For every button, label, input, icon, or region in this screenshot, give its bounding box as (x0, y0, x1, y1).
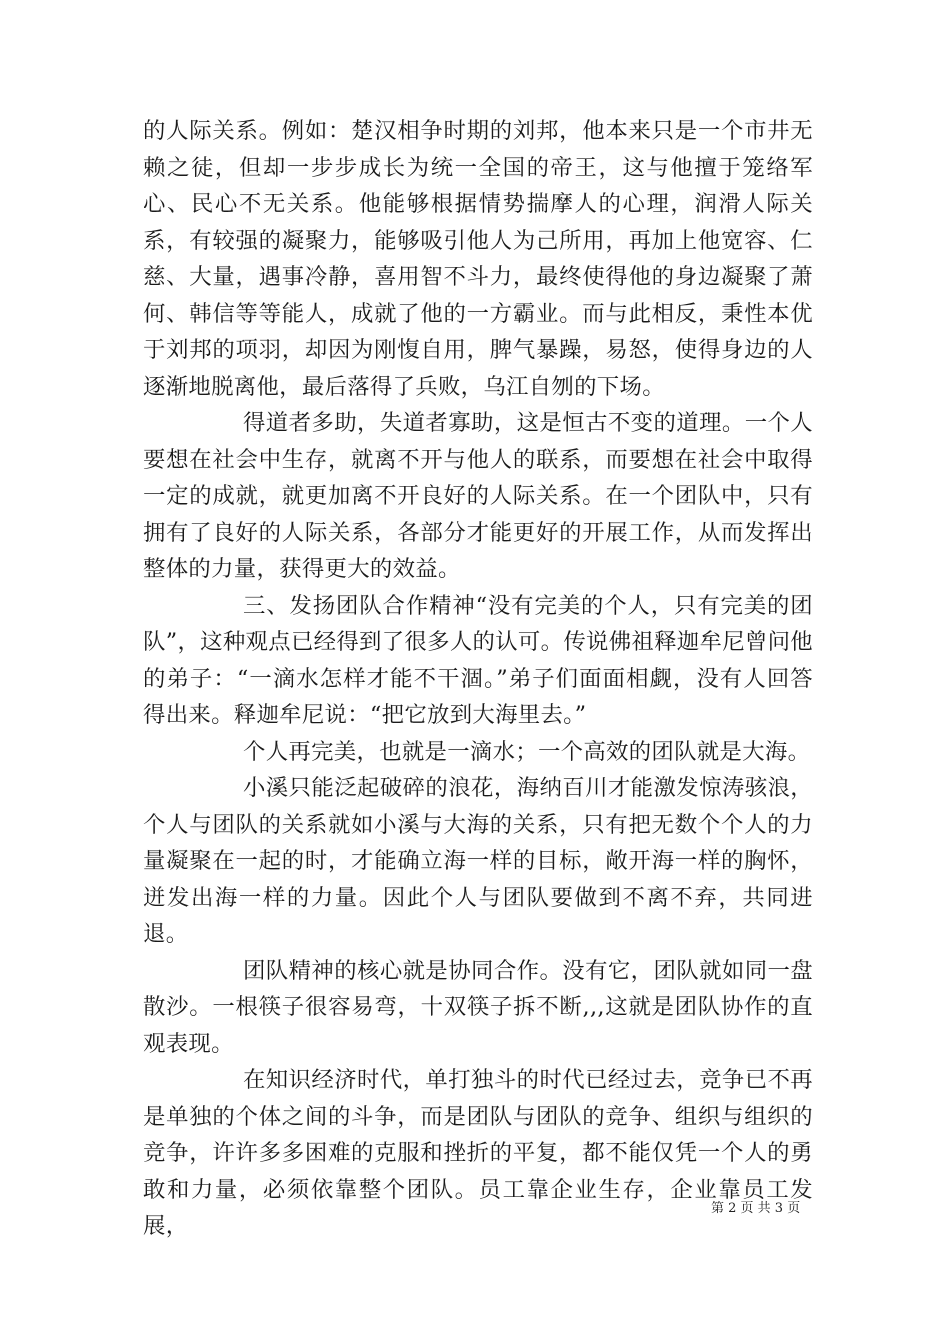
paragraph-6: 团队精神的核心就是协同合作。没有它，团队就如同一盘散沙。一根筷子很容易弯，十双筷子拆不断,,,这就是团队协作的直观表现。 (143, 957, 813, 1057)
page-number-footer: 第 2 页 共 3 页 (711, 1201, 801, 1216)
paragraph-3: 三、发扬团队合作精神“没有完美的个人，只有完美的团队”，这种观点已经得到了很多人的认可。传说佛祖释迦牟尼曾问他的弟子：“一滴水怎样才能不干涸。”弟子们面面相觑，没有人回答得出来。释迦牟尼说：“把它放到大海里去。” (143, 592, 813, 728)
paragraph-7: 在知识经济时代，单打独斗的时代已经过去，竞争已不再是单独的个体之间的斗争，而是团队与团队的竞争、组织与组织的竞争，许许多多困难的克服和挫折的平复，都不能仅凭一个人的勇敢和力量，必须依靠整个团队。员工靠企业生存，企业靠员工发展， (143, 1067, 813, 1239)
paragraph-2: 得道者多助，失道者寡助，这是恒古不变的道理。一个人要想在社会中生存，就离不开与他人的联系，而要想在社会中取得一定的成就，就更加离不开良好的人际关系。在一个团队中，只有拥有了良好的人际关系，各部分才能更好的开展工作，从而发挥出整体的力量，获得更大的效益。 (143, 410, 813, 582)
paragraph-5: 小溪只能泛起破碎的浪花，海纳百川才能激发惊涛骇浪，个人与团队的关系就如小溪与大海的关系，只有把无数个个人的力量凝聚在一起的时，才能确立海一样的目标，敞开海一样的胸怀，迸发出海一样的力量。因此个人与团队要做到不离不弃，共同进退。 (143, 775, 813, 947)
paragraph-4: 个人再完美，也就是一滴水；一个高效的团队就是大海。 (243, 738, 811, 765)
document-body (143, 113, 813, 1245)
paragraph-1: 的人际关系。例如：楚汉相争时期的刘邦，他本来只是一个市井无赖之徒，但却一步步成长为统一全国的帝王，这与他擅于笼络军心、民心不无关系。他能够根据情势揣摩人的心理，润滑人际关系，有较强的凝聚力，能够吸引他人为己所用，再加上他宽容、仁慈、大量，遇事冷静，喜用智不斗力，最终使得他的身边凝聚了萧何、韩信等等能人，成就了他的一方霸业。而与此相反，秉性本优于刘邦的项羽，却因为刚愎自用，脾气暴躁，易怒，使得身边的人逐渐地脱离他，最后落得了兵败，乌江自刎的下场。 (143, 118, 813, 400)
